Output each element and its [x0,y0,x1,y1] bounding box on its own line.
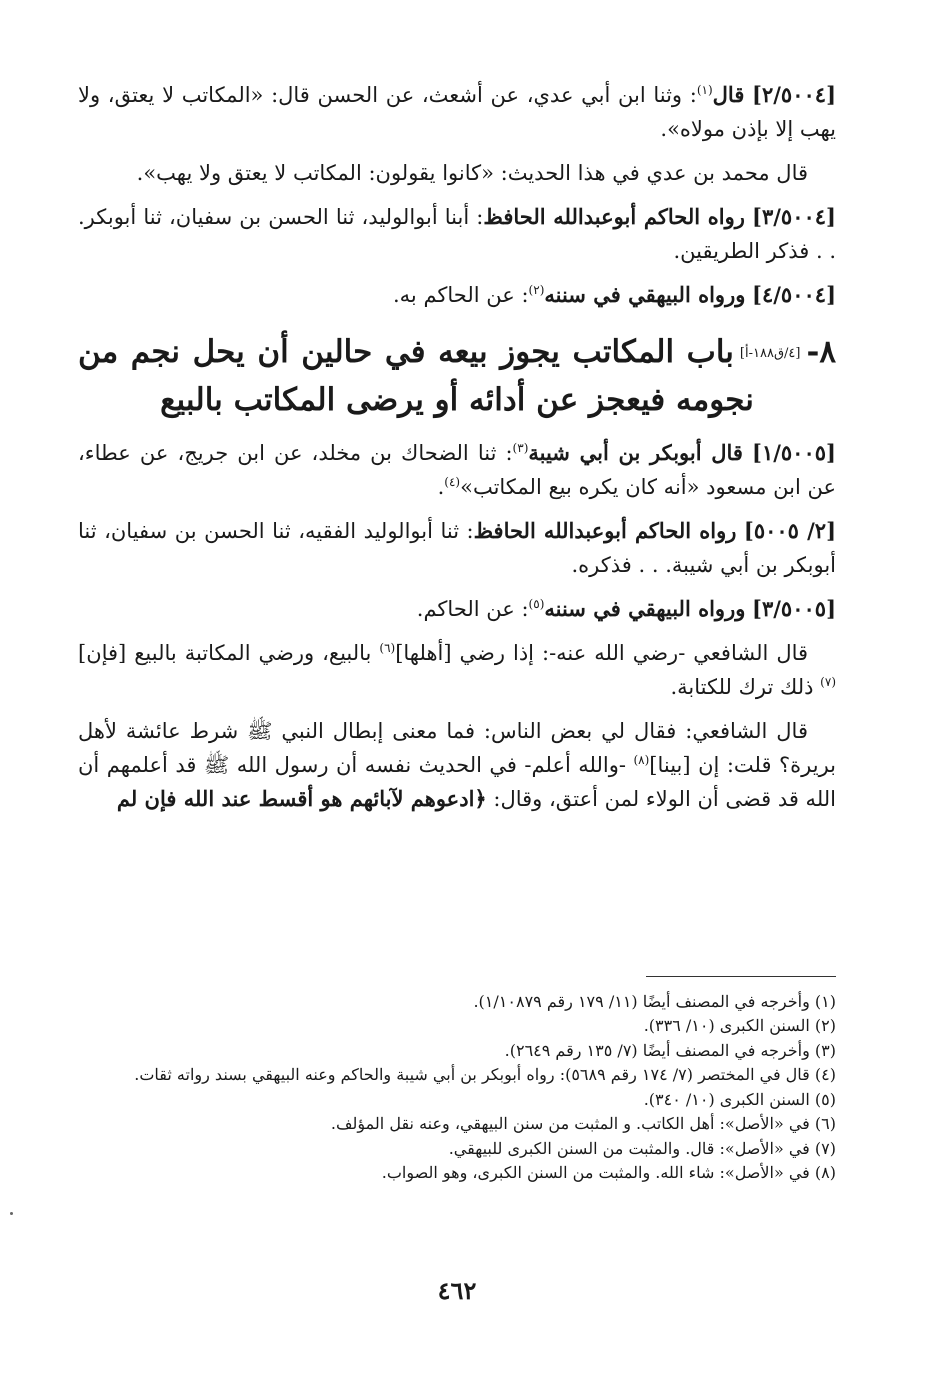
footnote-6: (٦) في «الأصل»: أهل الكاتب. و المثبت من سنن البيهقي، وعنه نقل المؤلف. [330,1114,836,1134]
narrator-lead: قال أبوبكر بن أبي شيبة [528,440,743,466]
narrator-lead: رواه الحاكم أبوعبدالله الحافظ [483,204,745,230]
footnote-ref[interactable]: (٦) [379,641,396,656]
footnote-2: (٢) السنن الكبرى (١٠/ ٣٣٦). [643,1016,836,1036]
quran-quote: ﴿ادعوهم لآبائهم هو أقسط عند الله فإن لم [116,786,487,812]
footnote-ref[interactable]: (٧) [820,675,836,690]
paragraph-text: قال محمد بن عدي في هذا الحديث: «كانوا يقولون: المكاتب لا يعتق ولا يهب». [136,161,808,186]
paragraph-shafii-2 [78,714,836,816]
chapter-heading [78,328,836,424]
paragraph-text: قال الشافعي: فقال لي بعض الناس: فما معنى إبطال النبي ﷺ شرط عائشة لأهل بريرة؟ قلت: إن [بينا] [78,719,836,778]
paragraph-text: : وثنا ابن أبي عدي، عن أشعث، عن الحسن قال: «المكاتب لا يعتق، ولا يهب إلا بإذن مولاه». [78,83,836,142]
footnote-ref[interactable]: (٤) [444,475,461,490]
paragraph-text: بالبيع، ورضي المكاتبة بالبيع [فإن] [78,641,380,666]
paragraph-text: : أبنا أبوالوليد، ثنا الحسن بن سفيان، ثنا أبوبكر. . . فذكر الطريقين. [78,205,836,264]
chapter-title-line-2: نجومه فيعجز عن أدائه أو يرضى المكاتب بالبيع [160,382,754,419]
hadith-number: [٣/٥٠٠٥] [752,596,836,622]
paragraph-5005-3 [78,592,836,626]
paragraph-tail: . [437,475,445,500]
paragraph-text: : ثنا الضحاك بن مخلد، عن ابن جريج، عن عطاء، عن ابن مسعود «أنه كان يكره بيع المكاتب» [78,441,836,500]
footnote-divider [646,976,836,977]
paragraph-5004-3 [78,200,836,268]
footnote-5: (٥) السنن الكبرى (١٠/ ٣٤٠). [643,1089,836,1109]
footnote-4: (٤) قال في المختصر (٧/ ١٧٤ رقم ٥٦٨٩): رواه أبوبكر بن أبي شيبة والحاكم وعنه البيهقي بسند رواته ثقات. [134,1065,836,1085]
narrator-lead: ورواه البيهقي في سننه [544,596,746,622]
paragraph-shafii-1 [78,636,836,704]
paragraph-5005-1 [78,436,836,504]
footnote-8: (٨) في «الأصل»: شاء الله. والمثبت من السنن الكبرى، وهو الصواب. [381,1163,836,1183]
footnote-1: (١) وأخرجه في المصنف أيضًا (١١/ ١٧٩ رقم ١/١٠٨٧٩). [473,992,836,1011]
footnote-ref[interactable]: (٣) [512,441,529,456]
page-number: ٤٦٢ [437,1276,477,1305]
footnote-7: (٧) في «الأصل»: قال. والمثبت من السنن الكبرى للبيهقي. [448,1138,836,1158]
hadith-number: [٢/ ٥٠٠٥] [743,518,836,544]
paragraph-text: ذلك ترك للكتابة. [670,675,821,700]
paragraph-comment [78,156,836,190]
narrator-lead: ورواه البيهقي في سننه [544,282,746,308]
footnote-ref[interactable]: (٥) [528,597,545,612]
paragraph-text: قال الشافعي -رضي الله عنه-: إذا رضي [أهلها] [395,641,809,666]
paragraph-text: -والله أعلم- في الحديث نفسه أن رسول الله ﷺ قد أعلمهم أن الله قد قضى أن الولاء لمن أعتق، وقال: [78,753,836,812]
paragraph-5004-2 [78,78,836,146]
paragraph-text: : عن الحاكم به. [392,283,529,308]
paragraph-5005-2 [78,514,836,582]
footnotes [78,990,836,1186]
chapter-number: ٨- [806,334,836,371]
manuscript-reference: [٤/ق١٨٨-أ] [739,345,801,361]
hadith-number: [٤/٥٠٠٤] [752,282,836,308]
paragraph-text: : عن الحاكم. [416,597,529,622]
narrator-lead: قال [712,82,745,107]
paragraph-text: : ثنا أبوالوليد الفقيه، ثنا الحسن بن سفيان، ثنا أبوبكر بن أبي شيبة. . . فذكره. [78,519,836,578]
footnote-ref[interactable]: (٢) [528,283,545,298]
paragraph-5004-4 [78,278,836,312]
scan-speck [10,1212,13,1215]
footnote-ref[interactable]: (٨) [633,753,650,768]
chapter-title-line-1: باب المكاتب يجوز بيعه في حالين أن يحل نجم من [78,334,734,371]
footnote-ref[interactable]: (١) [696,83,713,97]
footnote-3: (٣) وأخرجه في المصنف أيضًا (٧/ ١٣٥ رقم ٢٦٤٩). [504,1040,836,1060]
narrator-lead: رواه الحاكم أبوعبدالله الحافظ [473,518,737,544]
hadith-number: [١/٥٠٠٥] [752,440,836,466]
page-body [78,78,836,1374]
chapter-heading-line-1 [78,328,836,376]
hadith-number: [٣/٥٠٠٤] [752,204,836,230]
hadith-number: [٢/٥٠٠٤] [752,82,836,107]
